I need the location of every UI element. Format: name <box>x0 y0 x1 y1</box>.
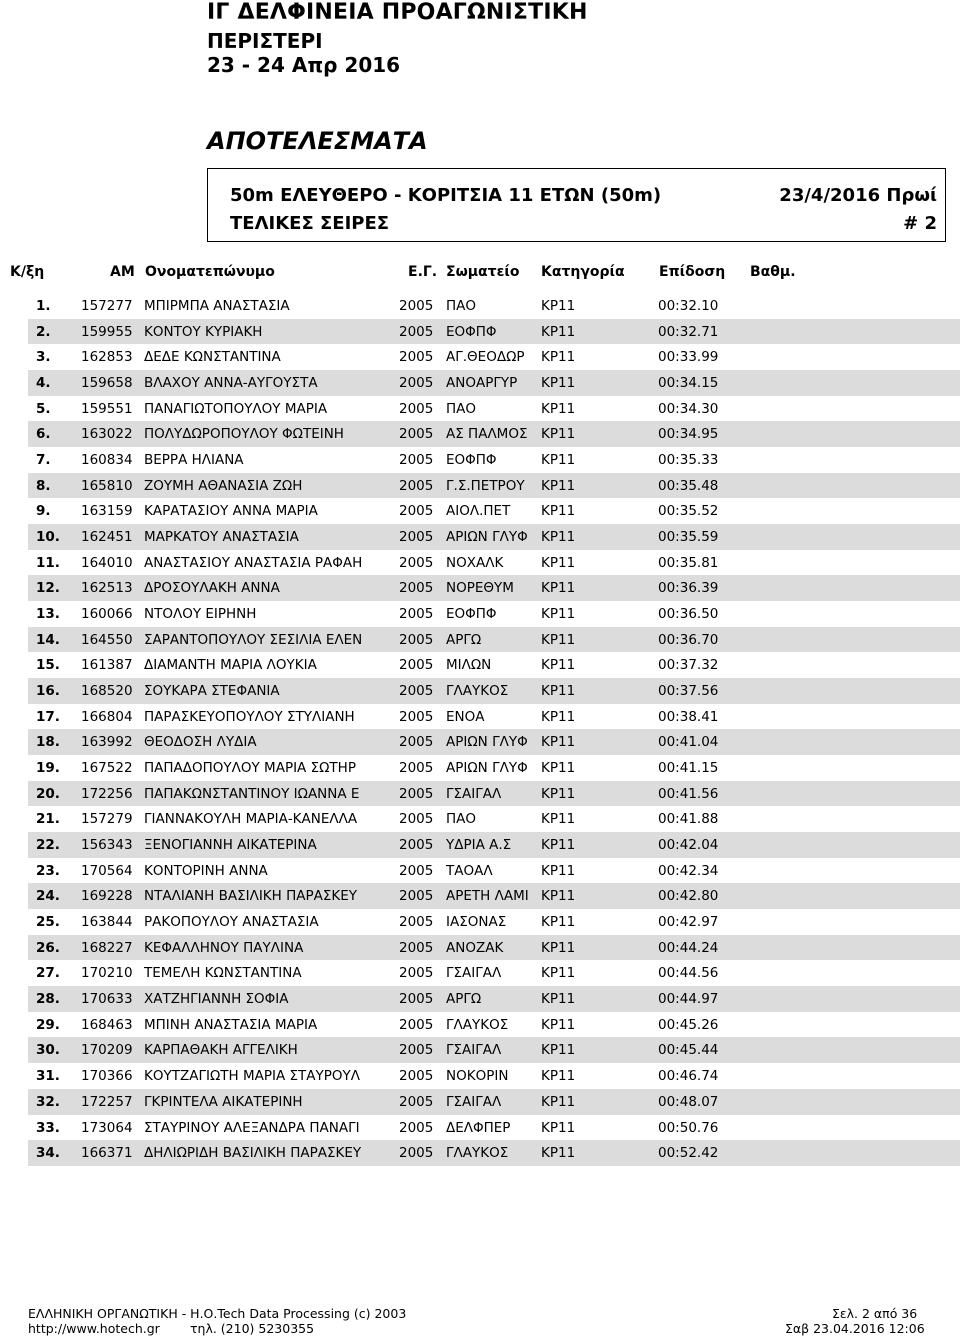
cell-category: ΚΡ11 <box>541 426 576 443</box>
cell-category: ΚΡ11 <box>541 580 576 597</box>
cell-name: ΝΤΑΛΙΑΝΗ ΒΑΣΙΛΙΚΗ ΠΑΡΑΣΚΕΥ <box>144 888 358 905</box>
event-round: ΤΕΛΙΚΕΣ ΣΕΙΡΕΣ <box>230 213 390 234</box>
cell-time: 00:45.26 <box>658 1016 719 1033</box>
cell-time: 00:50.76 <box>658 1119 719 1136</box>
cell-time: 00:35.59 <box>658 529 719 546</box>
cell-time: 00:38.41 <box>658 708 719 725</box>
event-box <box>207 168 946 242</box>
cell-time: 00:33.99 <box>658 349 719 366</box>
table-row <box>28 755 960 781</box>
event-date: 23/4/2016 Πρωί <box>779 185 937 206</box>
cell-rank: 34. <box>36 1145 60 1162</box>
cell-club: ΓΣΑΙΓΑΛ <box>446 965 502 982</box>
cell-year: 2005 <box>399 1016 434 1033</box>
cell-am: 163844 <box>81 914 133 931</box>
table-row <box>28 858 960 884</box>
cell-club: ΓΛΑΥΚΟΣ <box>446 1016 509 1033</box>
event-name: 50m ΕΛΕΥΘΕΡΟ - ΚΟΡΙΤΣΙΑ 11 ΕΤΩΝ (50m) <box>230 185 662 206</box>
cell-time: 00:37.32 <box>658 657 719 674</box>
meet-dates: 23 - 24 Απρ 2016 <box>207 53 401 77</box>
cell-year: 2005 <box>399 606 434 623</box>
cell-am: 164010 <box>81 554 133 571</box>
cell-am: 161387 <box>81 657 133 674</box>
cell-am: 160834 <box>81 452 133 469</box>
cell-category: ΚΡ11 <box>541 1042 576 1059</box>
cell-time: 00:42.97 <box>658 914 719 931</box>
cell-category: ΚΡ11 <box>541 1145 576 1162</box>
cell-year: 2005 <box>399 375 434 392</box>
table-row <box>28 1089 960 1115</box>
cell-name: ΜΑΡΚΑΤΟΥ ΑΝΑΣΤΑΣΙΑ <box>144 529 299 546</box>
cell-am: 163992 <box>81 734 133 751</box>
cell-time: 00:37.56 <box>658 683 719 700</box>
cell-rank: 3. <box>36 349 51 366</box>
table-row <box>28 524 960 550</box>
cell-year: 2005 <box>399 1093 434 1110</box>
cell-year: 2005 <box>399 349 434 366</box>
col-time: Επίδοση <box>659 264 726 280</box>
cell-year: 2005 <box>399 708 434 725</box>
cell-name: ΚΑΡΑΤΑΣΙΟΥ ΑΝΝΑ ΜΑΡΙΑ <box>144 503 318 520</box>
cell-year: 2005 <box>399 683 434 700</box>
cell-rank: 11. <box>36 554 60 571</box>
cell-name: ΣΤΑΥΡΙΝΟΥ ΑΛΕΞΑΝΔΡΑ ΠΑΝΑΓΙ <box>144 1119 360 1136</box>
footer-printed: Σαβ 23.04.2016 12:06 <box>785 1321 925 1336</box>
cell-club: ΑΣ ΠΑΛΜΟΣ <box>446 426 528 443</box>
cell-rank: 6. <box>36 426 51 443</box>
cell-category: ΚΡ11 <box>541 837 576 854</box>
cell-year: 2005 <box>399 1042 434 1059</box>
col-name: Ονοματεπώνυμο <box>145 264 275 280</box>
cell-year: 2005 <box>399 1145 434 1162</box>
cell-rank: 22. <box>36 837 60 854</box>
cell-rank: 25. <box>36 914 60 931</box>
cell-name: ΔΙΑΜΑΝΤΗ ΜΑΡΙΑ ΛΟΥΚΙΑ <box>144 657 317 674</box>
cell-club: Γ.Σ.ΠΕΤΡΟΥ <box>446 477 525 494</box>
cell-category: ΚΡ11 <box>541 991 576 1008</box>
cell-am: 157277 <box>81 298 133 314</box>
cell-category: ΚΡ11 <box>541 760 576 777</box>
cell-rank: 13. <box>36 606 60 623</box>
cell-time: 00:44.24 <box>658 939 719 956</box>
table-row <box>28 550 960 576</box>
cell-category: ΚΡ11 <box>541 811 576 828</box>
cell-am: 168227 <box>81 939 133 956</box>
cell-club: ΕΝΟΑ <box>446 708 485 725</box>
cell-club: ΕΟΦΠΦ <box>446 606 497 623</box>
table-row <box>28 498 960 524</box>
cell-time: 00:35.33 <box>658 452 719 469</box>
cell-rank: 31. <box>36 1068 60 1085</box>
cell-rank: 33. <box>36 1119 60 1136</box>
cell-rank: 7. <box>36 452 51 469</box>
cell-category: ΚΡ11 <box>541 503 576 520</box>
cell-year: 2005 <box>399 837 434 854</box>
cell-name: ΔΗΛΙΩΡΙΔΗ ΒΑΣΙΛΙΚΗ ΠΑΡΑΣΚΕΥ <box>144 1145 362 1162</box>
cell-am: 172256 <box>81 785 133 802</box>
cell-name: ΚΕΦΑΛΛΗΝΟΥ ΠΑΥΛΙΝΑ <box>144 939 304 956</box>
cell-name: ΝΤΟΛΟΥ ΕΙΡΗΝΗ <box>144 606 257 623</box>
cell-rank: 21. <box>36 811 60 828</box>
cell-rank: 23. <box>36 862 60 879</box>
table-row <box>28 652 960 678</box>
cell-time: 00:48.07 <box>658 1093 719 1110</box>
table-row <box>28 1037 960 1063</box>
cell-club: ΑΡΕΤΗ ΛΑΜΙ <box>446 888 529 905</box>
meet-city: ΠΕΡΙΣΤΕΡΙ <box>207 29 323 53</box>
table-row <box>28 806 960 832</box>
cell-time: 00:42.34 <box>658 862 719 879</box>
cell-am: 170633 <box>81 991 133 1008</box>
cell-am: 157279 <box>81 811 133 828</box>
cell-name: ΔΕΔΕ ΚΩΝΣΤΑΝΤΙΝΑ <box>144 349 281 366</box>
event-heat: # 2 <box>903 213 937 234</box>
cell-rank: 26. <box>36 939 60 956</box>
cell-am: 173064 <box>81 1119 133 1136</box>
cell-year: 2005 <box>399 631 434 648</box>
col-club: Σωματείο <box>446 264 520 280</box>
table-row <box>28 678 960 704</box>
cell-category: ΚΡ11 <box>541 657 576 674</box>
cell-am: 163022 <box>81 426 133 443</box>
table-row <box>28 986 960 1012</box>
cell-category: ΚΡ11 <box>541 708 576 725</box>
cell-name: ΚΑΡΠΑΘΑΚΗ ΑΓΓΕΛΙΚΗ <box>144 1042 298 1059</box>
cell-name: ΠΑΝΑΓΙΩΤΟΠΟΥΛΟΥ ΜΑΡΙΑ <box>144 400 328 417</box>
cell-rank: 2. <box>36 323 51 340</box>
cell-am: 160066 <box>81 606 133 623</box>
cell-time: 00:42.80 <box>658 888 719 905</box>
cell-club: ΠΑΟ <box>446 811 477 828</box>
cell-name: ΡΑΚΟΠΟΥΛΟΥ ΑΝΑΣΤΑΣΙΑ <box>144 914 319 931</box>
cell-rank: 1. <box>36 298 51 314</box>
cell-time: 00:41.56 <box>658 785 719 802</box>
table-row <box>28 781 960 807</box>
cell-category: ΚΡ11 <box>541 785 576 802</box>
table-row <box>28 293 960 319</box>
cell-time: 00:35.48 <box>658 477 719 494</box>
cell-rank: 5. <box>36 400 51 417</box>
cell-am: 159658 <box>81 375 133 392</box>
cell-year: 2005 <box>399 1068 434 1085</box>
cell-category: ΚΡ11 <box>541 939 576 956</box>
cell-am: 170366 <box>81 1068 133 1085</box>
cell-time: 00:34.95 <box>658 426 719 443</box>
cell-club: ΕΟΦΠΦ <box>446 452 497 469</box>
table-row <box>28 729 960 755</box>
col-category: Κατηγορία <box>541 264 625 280</box>
cell-club: ΝΟΡΕΘΥΜ <box>446 580 514 597</box>
cell-club: ΑΡΙΩΝ ΓΛΥΦ <box>446 760 528 777</box>
cell-am: 168520 <box>81 683 133 700</box>
cell-name: ΚΟΝΤΟΥ ΚΥΡΙΑΚΗ <box>144 323 263 340</box>
cell-year: 2005 <box>399 1119 434 1136</box>
cell-rank: 20. <box>36 785 60 802</box>
cell-name: ΜΠΙΡΜΠΑ ΑΝΑΣΤΑΣΙΑ <box>144 298 290 314</box>
table-row <box>28 935 960 961</box>
cell-rank: 18. <box>36 734 60 751</box>
cell-club: ΠΑΟ <box>446 400 477 417</box>
cell-name: ΣΑΡΑΝΤΟΠΟΥΛΟΥ ΣΕΣΙΛΙΑ ΕΛΕΝ <box>144 631 363 648</box>
table-row <box>28 1115 960 1141</box>
cell-name: ΑΝΑΣΤΑΣΙΟΥ ΑΝΑΣΤΑΣΙΑ ΡΑΦΑΗ <box>144 554 363 571</box>
table-row <box>28 832 960 858</box>
cell-year: 2005 <box>399 452 434 469</box>
cell-time: 00:32.10 <box>658 298 719 314</box>
cell-category: ΚΡ11 <box>541 375 576 392</box>
cell-category: ΚΡ11 <box>541 529 576 546</box>
cell-category: ΚΡ11 <box>541 1093 576 1110</box>
cell-year: 2005 <box>399 888 434 905</box>
cell-category: ΚΡ11 <box>541 1119 576 1136</box>
cell-time: 00:44.56 <box>658 965 719 982</box>
cell-time: 00:35.81 <box>658 554 719 571</box>
cell-category: ΚΡ11 <box>541 914 576 931</box>
cell-category: ΚΡ11 <box>541 1016 576 1033</box>
cell-name: ΔΡΟΣΟΥΛΑΚΗ ΑΝΝΑ <box>144 580 280 597</box>
cell-club: ΓΛΑΥΚΟΣ <box>446 1145 509 1162</box>
table-row <box>28 344 960 370</box>
cell-name: ΚΟΝΤΟΡΙΝΗ ΑΝΝΑ <box>144 862 268 879</box>
cell-category: ΚΡ11 <box>541 965 576 982</box>
cell-am: 166804 <box>81 708 133 725</box>
col-year: Ε.Γ. <box>408 264 438 280</box>
cell-time: 00:36.50 <box>658 606 719 623</box>
cell-category: ΚΡ11 <box>541 888 576 905</box>
cell-club: ΝΟΚΟΡΙΝ <box>446 1068 509 1085</box>
cell-name: ΚΟΥΤΖΑΓΙΩΤΗ ΜΑΡΙΑ ΣΤΑΥΡΟΥΛ <box>144 1068 360 1085</box>
cell-time: 00:34.15 <box>658 375 719 392</box>
cell-rank: 17. <box>36 708 60 725</box>
cell-name: ΒΛΑΧΟΥ ΑΝΝΑ-ΑΥΓΟΥΣΤΑ <box>144 375 318 392</box>
cell-am: 159551 <box>81 400 133 417</box>
cell-am: 156343 <box>81 837 133 854</box>
cell-club: ΑΡΓΩ <box>446 631 482 648</box>
cell-club: ΑΡΙΩΝ ΓΛΥΦ <box>446 529 528 546</box>
cell-year: 2005 <box>399 862 434 879</box>
cell-category: ΚΡ11 <box>541 323 576 340</box>
cell-time: 00:41.15 <box>658 760 719 777</box>
cell-rank: 27. <box>36 965 60 982</box>
cell-club: ΑΙΟΛ.ΠΕΤ <box>446 503 511 520</box>
cell-year: 2005 <box>399 965 434 982</box>
cell-year: 2005 <box>399 991 434 1008</box>
cell-name: ΣΟΥΚΑΡΑ ΣΤΕΦΑΝΙΑ <box>144 683 280 700</box>
table-row <box>28 704 960 730</box>
cell-category: ΚΡ11 <box>541 734 576 751</box>
cell-time: 00:52.42 <box>658 1145 719 1162</box>
cell-am: 159955 <box>81 323 133 340</box>
results-table <box>28 293 960 1166</box>
cell-time: 00:45.44 <box>658 1042 719 1059</box>
cell-rank: 8. <box>36 477 51 494</box>
table-row <box>28 1140 960 1166</box>
cell-am: 164550 <box>81 631 133 648</box>
cell-club: ΤΑΟΑΛ <box>446 862 493 879</box>
cell-club: ΔΕΛΦΠΕΡ <box>446 1119 511 1136</box>
table-row <box>28 1063 960 1089</box>
col-rank: Κ/ξη <box>10 264 45 280</box>
col-points: Βαθμ. <box>750 264 796 280</box>
cell-year: 2005 <box>399 811 434 828</box>
cell-time: 00:36.39 <box>658 580 719 597</box>
cell-year: 2005 <box>399 298 434 314</box>
cell-category: ΚΡ11 <box>541 683 576 700</box>
cell-am: 169228 <box>81 888 133 905</box>
cell-year: 2005 <box>399 939 434 956</box>
cell-category: ΚΡ11 <box>541 298 576 314</box>
cell-club: ΓΣΑΙΓΑΛ <box>446 1093 502 1110</box>
cell-rank: 10. <box>36 529 60 546</box>
cell-am: 170564 <box>81 862 133 879</box>
cell-rank: 16. <box>36 683 60 700</box>
cell-name: ΤΕΜΕΛΗ ΚΩΝΣΤΑΝΤΙΝΑ <box>144 965 302 982</box>
cell-category: ΚΡ11 <box>541 606 576 623</box>
cell-club: ΑΡΙΩΝ ΓΛΥΦ <box>446 734 528 751</box>
cell-am: 162451 <box>81 529 133 546</box>
cell-time: 00:41.88 <box>658 811 719 828</box>
cell-club: ΜΙΛΩΝ <box>446 657 492 674</box>
cell-name: ΓΚΡΙΝΤΕΛΑ ΑΙΚΑΤΕΡΙΝΗ <box>144 1093 303 1110</box>
cell-club: ΠΑΟ <box>446 298 477 314</box>
cell-time: 00:36.70 <box>658 631 719 648</box>
cell-rank: 9. <box>36 503 51 520</box>
cell-name: ΞΕΝΟΓΙΑΝΝΗ ΑΙΚΑΤΕΡΙΝΑ <box>144 837 317 854</box>
table-row <box>28 627 960 653</box>
cell-am: 168463 <box>81 1016 133 1033</box>
meet-title: ΙΓ ΔΕΛΦΙΝΕΙΑ ΠΡΟΑΓΩΝΙΣΤΙΚΗ <box>207 0 588 25</box>
cell-name: ΖΟΥΜΗ ΑΘΑΝΑΣΙΑ ΖΩΗ <box>144 477 303 494</box>
table-row <box>28 447 960 473</box>
cell-club: ΕΟΦΠΦ <box>446 323 497 340</box>
results-heading: ΑΠΟΤΕΛΕΣΜΑΤΑ <box>207 127 428 155</box>
col-am: ΑΜ <box>110 264 135 280</box>
cell-category: ΚΡ11 <box>541 349 576 366</box>
cell-name: ΓΙΑΝΝΑΚΟΥΛΗ ΜΑΡΙΑ-ΚΑΝΕΛΛΑ <box>144 811 358 828</box>
cell-am: 172257 <box>81 1093 133 1110</box>
cell-year: 2005 <box>399 734 434 751</box>
cell-year: 2005 <box>399 760 434 777</box>
footer-url: http://www.hotech.gr <box>28 1321 160 1336</box>
cell-club: ΝΟΧΑΛΚ <box>446 554 504 571</box>
table-row <box>28 319 960 345</box>
cell-club: ΓΣΑΙΓΑΛ <box>446 1042 502 1059</box>
cell-am: 170209 <box>81 1042 133 1059</box>
cell-year: 2005 <box>399 657 434 674</box>
cell-am: 170210 <box>81 965 133 982</box>
table-row <box>28 370 960 396</box>
cell-name: ΜΠΙΝΗ ΑΝΑΣΤΑΣΙΑ ΜΑΡΙΑ <box>144 1016 318 1033</box>
table-row <box>28 473 960 499</box>
footer-org: ΕΛΛΗΝΙΚΗ ΟΡΓΑΝΩΤΙΚΗ - Η.Ο.Tech Data Processing (c) 2003 <box>28 1306 407 1321</box>
cell-year: 2005 <box>399 323 434 340</box>
cell-rank: 28. <box>36 991 60 1008</box>
cell-rank: 12. <box>36 580 60 597</box>
cell-name: ΠΟΛΥΔΩΡΟΠΟΥΛΟΥ ΦΩΤΕΙΝΗ <box>144 426 344 443</box>
cell-rank: 14. <box>36 631 60 648</box>
cell-am: 167522 <box>81 760 133 777</box>
table-row <box>28 601 960 627</box>
cell-time: 00:32.71 <box>658 323 719 340</box>
cell-name: ΧΑΤΖΗΓΙΑΝΝΗ ΣΟΦΙΑ <box>144 991 289 1008</box>
cell-year: 2005 <box>399 426 434 443</box>
cell-rank: 19. <box>36 760 60 777</box>
cell-category: ΚΡ11 <box>541 862 576 879</box>
cell-name: ΠΑΠΑΔΟΠΟΥΛΟΥ ΜΑΡΙΑ ΣΩΤΗΡ <box>144 760 356 777</box>
cell-club: ΓΣΑΙΓΑΛ <box>446 785 502 802</box>
cell-time: 00:42.04 <box>658 837 719 854</box>
cell-category: ΚΡ11 <box>541 400 576 417</box>
cell-year: 2005 <box>399 580 434 597</box>
cell-year: 2005 <box>399 400 434 417</box>
table-row <box>28 909 960 935</box>
cell-club: ΑΝΟΖΑΚ <box>446 939 504 956</box>
cell-rank: 15. <box>36 657 60 674</box>
cell-category: ΚΡ11 <box>541 554 576 571</box>
cell-name: ΠΑΠΑΚΩΝΣΤΑΝΤΙΝΟΥ ΙΩΑΝΝΑ Ε <box>144 785 360 802</box>
cell-am: 162853 <box>81 349 133 366</box>
cell-year: 2005 <box>399 914 434 931</box>
cell-time: 00:35.52 <box>658 503 719 520</box>
cell-name: ΘΕΟΔΟΣΗ ΛΥΔΙΑ <box>144 734 257 751</box>
cell-category: ΚΡ11 <box>541 477 576 494</box>
cell-year: 2005 <box>399 554 434 571</box>
cell-am: 165810 <box>81 477 133 494</box>
cell-club: ΓΛΑΥΚΟΣ <box>446 683 509 700</box>
table-row <box>28 396 960 422</box>
cell-club: ΑΡΓΩ <box>446 991 482 1008</box>
table-row <box>28 960 960 986</box>
cell-year: 2005 <box>399 503 434 520</box>
cell-time: 00:44.97 <box>658 991 719 1008</box>
cell-club: ΑΓ.ΘΕΟΔΩΡ <box>446 349 525 366</box>
table-row <box>28 883 960 909</box>
cell-category: ΚΡ11 <box>541 631 576 648</box>
cell-rank: 32. <box>36 1093 60 1110</box>
cell-year: 2005 <box>399 477 434 494</box>
cell-year: 2005 <box>399 785 434 802</box>
footer-phone: τηλ. (210) 5230355 <box>190 1321 315 1336</box>
cell-time: 00:41.04 <box>658 734 719 751</box>
cell-club: ΙΑΣΟΝΑΣ <box>446 914 507 931</box>
cell-category: ΚΡ11 <box>541 1068 576 1085</box>
cell-am: 163159 <box>81 503 133 520</box>
cell-rank: 4. <box>36 375 51 392</box>
cell-name: ΠΑΡΑΣΚΕΥΟΠΟΥΛΟΥ ΣΤΥΛΙΑΝΗ <box>144 708 355 725</box>
cell-category: ΚΡ11 <box>541 452 576 469</box>
table-row <box>28 575 960 601</box>
cell-am: 166371 <box>81 1145 133 1162</box>
cell-club: ΥΔΡΙΑ Α.Σ <box>446 837 512 854</box>
table-row <box>28 421 960 447</box>
cell-club: ΑΝΟΑΡΓΥΡ <box>446 375 518 392</box>
cell-year: 2005 <box>399 529 434 546</box>
footer-page: Σελ. 2 από 36 <box>832 1306 918 1321</box>
cell-rank: 30. <box>36 1042 60 1059</box>
cell-name: ΒΕΡΡΑ ΗΛΙΑΝΑ <box>144 452 244 469</box>
table-row <box>28 1012 960 1038</box>
cell-am: 162513 <box>81 580 133 597</box>
cell-rank: 29. <box>36 1016 60 1033</box>
cell-time: 00:34.30 <box>658 400 719 417</box>
cell-time: 00:46.74 <box>658 1068 719 1085</box>
cell-rank: 24. <box>36 888 60 905</box>
